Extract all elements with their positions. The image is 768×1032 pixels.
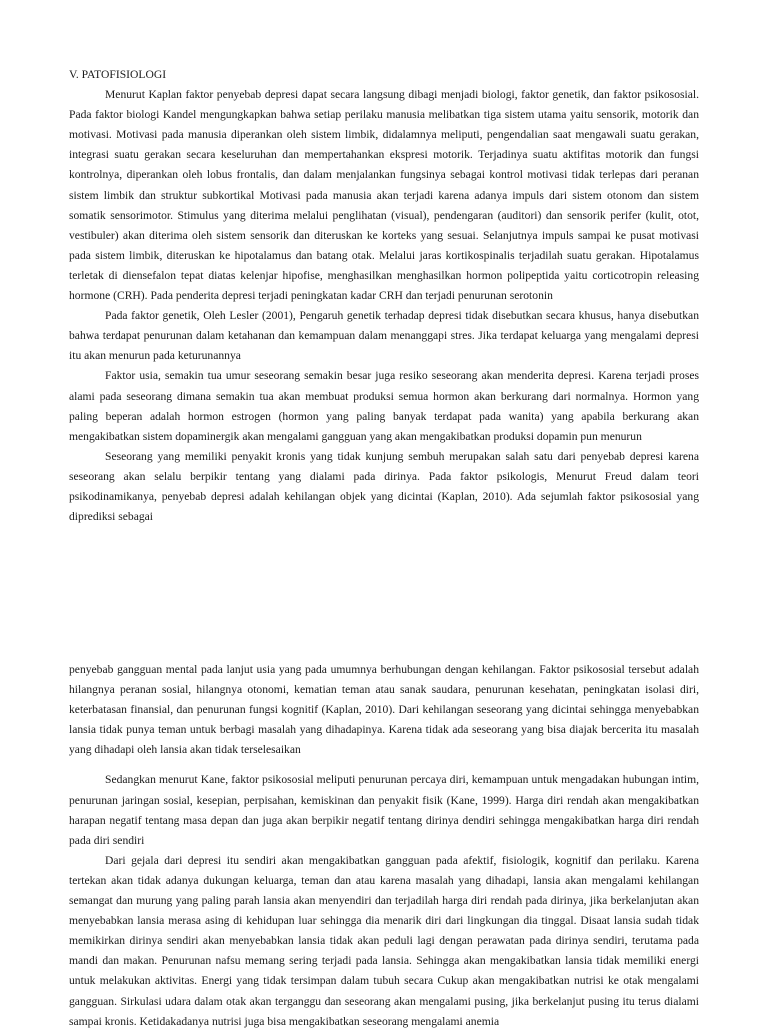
paragraph-kane: Sedangkan menurut Kane, faktor psikososial meliputi penurunan percaya diri, kemampuan untuk mengadakan hubungan intim, penurunan jaringan sosial, kesepian, perpisahan, kemiskinan dan penyakit fisik (Kane, 1999). Harga diri rendah akan mengakibatkan harapan negatif tentang masa depan dan juga akan berpikir negatif tentang dirinya dendiri sehingga mengakibatkan harga diri rendah pada diri sendiri	[69, 773, 699, 847]
paragraph-chronic-illness: Seseorang yang memiliki penyakit kronis yang tidak kunjung sembuh merupakan salah satu dari penyebab depresi karena seseorang akan selalu berpikir tentang yang dialami pada dirinya. Pada faktor psikologis, Menurut Freud dalam teori psikodinamikanya, penyebab depresi adalah kehilangan objek yang dicintai (Kaplan, 2010). Ada sejumlah faktor psikososial yang diprediksi sebagai	[69, 449, 699, 524]
paragraph-age: Faktor usia, semakin tua umur seseorang semakin besar juga resiko seseorang akan menderita depresi. Karena terjadi proses alami pada seseorang dimana semakin tua akan membuat produksi semua hormon akan berkurang dari normalnya. Hormon yang paling beperan adalah hormon estrogen (hormon yang paling banyak terdapat pada wanita) yang apabila berkurang akan mengakibatkan sistem dopaminergik akan mengalami gangguan yang akan mengakibatkan produksi dopamin pun menurun	[69, 369, 699, 443]
paragraph-psychosocial-continued: penyebab gangguan mental pada lanjut usia yang pada umumnya berhubungan dengan kehilangan. Faktor psikososial tersebut adalah hilangnya peranan sosial, hilangnya otonomi, kematian teman atau sanak saudara, penurunan kesehatan, peningkatan isolasi diri, keterbatasan finansial, dan penurunan fungsi kognitif (Kaplan, 2010). Dari kehilangan seseorang yang dicintai sehingga menyebabkan lansia tidak punya teman untuk berbagi masalah yang dihadapinya. Karena tidak ada seseorang yang bisa diajak bercerita itu masalah yang dihadapi oleh lansia akan tidak terselesaikan	[69, 663, 699, 757]
paragraph-symptoms: Dari gejala dari depresi itu sendiri akan mengakibatkan gangguan pada afektif, fisiologik, kognitif dan perilaku. Karena tertekan akan tidak adanya dukungan keluarga, teman dan atau karena masalah yang dihadapi, lansia akan mengalami kehilangan semangat dan murung yang paling parah lansia akan menyendiri dan terjadilah harga diri rendah pada dirinya, jika berkelanjutan akan menyebabkan lansia merasa asing di kehidupan luar sehingga dia menarik diri dari lingkungan dia tinggal. Disaat lansia sudah tidak memikirkan dirinya sendiri akan menyebabkan lansia tidak akan peduli lagi dengan perawatan pada dirinya sendiri, terutama pada mandi dan makan. Penurunan nafsu memang sering terjadi pada lansia. Sehingga akan mengakibatkan lansia tidak memiliki energi untuk melakukan aktivitas. Energi yang tidak tersimpan dalam tubuh secara Cukup akan mengakibatkan nutrisi ke otak mengalami gangguan. Sirkulasi udara dalam otak akan terganggu dan seseorang akan mengalami pusing, jika berkelanjut pusing itu terus dialami sampai kronis. Ketidakadanya nutrisi juga bisa mengakibatkan seseorang mengalami anemia	[69, 853, 699, 1028]
paragraph-biology: Menurut Kaplan faktor penyebab depresi dapat secara langsung dibagi menjadi biologi, faktor genetik, dan faktor psikososial. Pada faktor biologi Kandel mengungkapkan bahwa setiap perilaku manusia melibatkan tiga sistem utama yaitu sensorik, motorik dan motivasi. Motivasi pada manusia diperankan oleh sistem limbik, didalamnya meliputi, pengendalian saat mengawali suatu gerakan, integrasi suatu gerakan secara keseluruhan dan mempertahankan ekspresi motorik. Terjadinya suatu aktifitas motorik dan fungsi kontrolnya, diperankan oleh lobus frontalis, dan dalam menjalankan fungsinya sebagai kontrol motivasi tidak terlepas dari peranan sistem limbik dan struktur subkortikal Motivasi pada manusia akan terjadi karena adanya impuls dari sistem otonom dan sistem somatik sensorimotor. Stimulus yang diterima melalui penglihatan (visual), pendengaran (auditori) dan sensorik perifer (kulit, otot, vestibuler) akan diterima oleh sistem sensorik dan diteruskan ke korteks yang sesuai. Selanjutnya impuls sampai ke pusat motivasi pada sistem limbik, diteruskan ke hipotalamus dan batang otak. Melalui jaras kortikospinalis terjadilah suatu gerakan. Hipotalamus terletak di diensefalon tepat diatas kelenjar hipofise, menghasilkan menghasilkan hormon polipeptida yaitu corticotropin releasing hormone (CRH). Pada penderita depresi terjadi peningkatan kadar CRH dan terjadi penurunan serotonin	[69, 88, 699, 303]
document-page-top	[69, 65, 699, 527]
paragraph-genetics: Pada faktor genetik, Oleh Lesler (2001), Pengaruh genetik terhadap depresi tidak disebutkan secara khusus, hanya disebutkan bahwa terdapat penurunan dalam ketahanan dan kemampuan dalam menanggapi stres. Jika terdapat keluarga yang mengalami depresi itu akan menurun pada keturunannya	[69, 309, 699, 363]
document-page-bottom	[69, 660, 699, 1032]
section-heading: V. PATOFISIOLOGI	[69, 68, 167, 81]
